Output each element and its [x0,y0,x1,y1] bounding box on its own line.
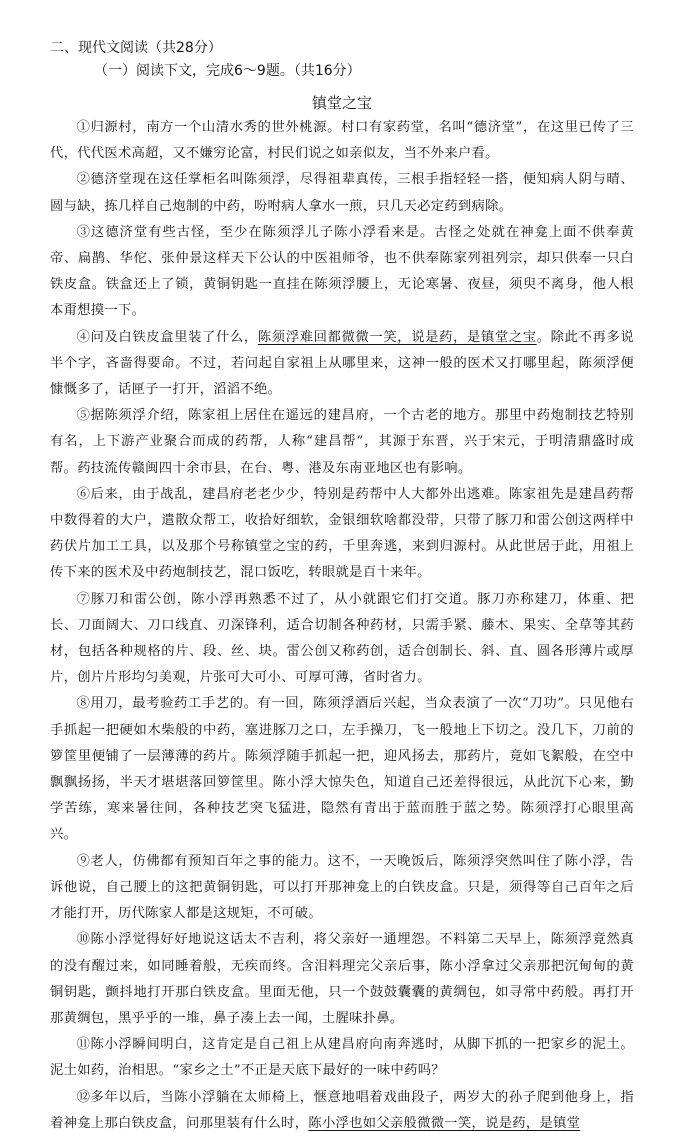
paragraph-7: ⑦豚刀和雷公创，陈小浮再熟悉不过了，从小就跟它们打交道。豚刀亦称建刀，体重、把长、刀面阔大、刀口线直、刃深锋利，适合切制各种药材，只需手紧、藤木、果实、全草等其药材，包括各种规格的片、段、丝、块。雷公创又称药创，适合创制长、斜、直、圆各形薄片或厚片，创片片形均匀美观，片张可大可小、可厚可薄，省时省力。 [50,591,634,686]
sub-heading: （一）阅读下文，完成6～9题。（共16分） [94,63,361,79]
article-body [50,115,634,1137]
underlined-sentence: 陈小浮也如父亲般微微一笑，说是药，是镇堂 [308,1115,581,1131]
paragraph-6: ⑥后来，由于战乱，建昌府老老少少，特别是药帮中人大都外出逃难。陈家祖先是建昌药帮中数得着的大户，遣散众帮工，收拾好细软，金银细软啥都没带，只带了豚刀和雷公创这两样中药伏片加工工具，以及那个号称镇堂之宝的药，千里奔逃，来到归源村。从此世居于此，用祖上传下来的医术及中药炮制技艺，混口饭吃，转眼就是百十来年。 [50,486,634,581]
paragraph-8: ⑧用刀，最考验药工手艺的。有一回，陈须浮酒后兴起，当众表演了一次“刀功”。只见他右手抓起一把硬如木柴般的中药，塞进豚刀之口，左手操刀，飞一般地上下切之。没几下，刀前的箩筐里便铺了一层薄薄的药片。陈须浮随手抓起一把，迎风扬去，那药片，竟如飞絮般，在空中飘飘扬扬，半天才堪堪落回箩筐里。陈小浮大惊失色，知道自己还差得很远，从此沉下心来，勤学苦练，寒来暑往间，各种技艺突飞猛进，隐然有青出于蓝而胜于蓝之势。陈须浮打心眼里高兴。 [50,696,634,843]
paragraph-10: ⑩陈小浮觉得好好地说这话太不吉利，将父亲好一通埋怨。不料第二天早上，陈须浮竟然真的没有醒过来，如同睡着般，无疾而终。含泪料理完父亲后事，陈小浮拿过父亲那把沉甸甸的黄铜钥匙，颤抖地打开那白铁皮盒。里面无他，只一个鼓鼓囊囊的黄绸包，如寻常中药般。再打开那黄绸包，黑乎乎的一堆，鼻子凑上去一闻，土腥味扑鼻。 [50,932,634,1026]
paragraph-4: ④问及白铁皮盒里装了什么，陈须浮难回都微微一笑，说是药，是镇堂之宝。除此不再多说半个字，吝啬得要命。不过，若问起自家祖上从哪里来，这神一般的医术又打哪里起，陈须浮便慷慨多了，话匣子一打开，滔滔不绝。 [50,329,634,398]
paragraph-9: ⑨老人，仿佛都有预知百年之事的能力。这不，一天晚饭后，陈须浮突然叫住了陈小浮，告诉他说，自己腰上的这把黄铜钥匙，可以打开那神龛上的白铁皮盒。只是，须得等自己百年之后才能打开，历代陈家人都是这规矩，不可破。 [50,853,634,922]
section-heading: 二、现代文阅读（共28分） [50,40,222,56]
paragraph-12: ⑫多年以后，当陈小浮躺在太师椅上，惬意地唱着戏曲段子，两岁大的孙子爬到他身上，指着神龛上那白铁皮盒，问那里装有什么时，陈小浮也如父亲般微微一笑，说是药，是镇堂 [50,1089,634,1131]
paragraph-11: ⑪陈小浮瞬间明白，这肯定是自己祖上从建昌府向南奔逃时，从脚下抓的一把家乡的泥土。泥土如药，治相思。“家乡之土”不正是天底下最好的一味中药吗？ [50,1037,634,1079]
paragraph-5: ⑤据陈须浮介绍，陈家祖上居住在遥远的建昌府，一个古老的地方。那里中药炮制技艺特别有名，上下游产业聚合而成的药帮，人称“建昌帮”，其源于东晋，兴于宋元，于明清鼎盛时成帮。药技流传赣闽四十余市县，在台、粤、港及东南亚地区也有影响。 [50,408,634,476]
article-title: 镇堂之宝 [311,94,372,112]
paragraph-1: ①归源村，南方一个山清水秀的世外桃源。村口有家药堂，名叫“德济堂”，在这里已传了三代，代代医术高超，又不嫌穷论富，村民们说之如亲似友，当不外来户看。 [50,120,634,162]
paragraph-3: ③这德济堂有些古怪，至少在陈须浮儿子陈小浮看来是。古怪之处就在神龛上面不供奉黄帝、扁鹊、华佗、张仲景这样天下公认的中医祖师爷，也不供奉陈家列祖列宗，却只供奉一只白铁皮盒。铁盒还上了锁，黄铜钥匙一直挂在陈须浮腰上，无论寒暑、夜昼，须臾不离身，他人根本甭想摸一下。 [50,224,634,319]
underlined-sentence: 陈须浮难回都微微一笑，说是药，是镇堂之宝 [257,329,537,345]
paragraph-2: ②德济堂现在这任掌柜名叫陈须浮，尽得祖辈真传，三根手指轻轻一搭，便知病人阴与晴、圆与缺，拣几样自己炮制的中药，吩咐病人拿水一煎，只几天必定药到病除。 [50,172,634,214]
